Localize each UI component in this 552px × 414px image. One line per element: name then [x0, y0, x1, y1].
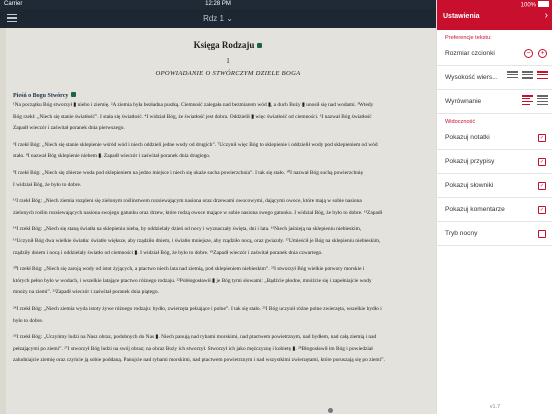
verse-line[interactable]: było to dobre.	[13, 317, 44, 324]
top-navbar	[0, 9, 436, 28]
line-height-row	[437, 66, 552, 90]
visibility-label: Widoczność	[445, 119, 476, 125]
note-icon[interactable]	[257, 43, 262, 48]
align-justify-icon[interactable]	[537, 95, 548, 106]
page-indicator	[0, 408, 436, 413]
font-size-label: Rozmiar czcionki	[445, 50, 495, 57]
verse-line[interactable]: Zapadł wieczór i zaświtał poranek dnia pierwszego.	[13, 125, 125, 132]
verse-line[interactable]: ⁶I rzekł Bóg: „Niech się stanie sklepienie wśród wód i niech oddzieli jedne wody od drugich”. ⁷Uczynił więc Bóg to sklepienie i oddzielił wody pod sklepieniem od wód	[13, 141, 378, 148]
verse-line[interactable]: ⁹I rzekł Bóg: „Niech się zbierze woda pod sklepieniem na jedno miejsce i niech się ukaże sucha powierzchnia”. I tak się stało. ¹⁰I nazwał Bóg suchą powierzchnię	[13, 169, 363, 176]
alignment-row	[437, 90, 552, 114]
text-preferences-label: Preferencje tekstu:	[445, 35, 492, 41]
verse-line[interactable]: mnoży na ziemi”. ²³Zapadł wieczór i zaświtał poranek dnia piątego.	[13, 289, 159, 296]
verse-line[interactable]: ²⁴I rzekł Bóg: „Niech ziemia wyda istoty żywe różnego rodzaju: bydło, zwierzęta pełzające i polne”. I tak się stało. ²⁵I Bóg uczynił różne polne zwierzęta, wszelkie bydło i	[13, 305, 382, 312]
line-height-medium-icon[interactable]	[522, 71, 533, 82]
settings-title: Ustawienia	[443, 13, 480, 20]
verse-line[interactable]: ²⁰I rzekł Bóg: „Niech się zaroją wody od istot żyjących, a ptactwo niech lata nad ziemią, pod sklepieniem niebieskim”. ²¹I stworzył Bóg wielkie potwory morskie i	[13, 266, 365, 273]
verse-line[interactable]: ¹⁶Uczynił Bóg dwa wielkie światła: światło większe, aby rządziło dniem, i światło mniejsze, aby rządziło nocą, oraz gwiazdy. ¹⁷Umieścił je Bóg na sklepieniu niebieskim,	[13, 237, 381, 244]
line-height-compact-icon[interactable]	[507, 71, 518, 82]
toggle-footnotes-label: Pokazuj przypisy	[445, 158, 495, 165]
carrier-label: Carrier	[4, 1, 23, 7]
verse-line[interactable]: ¹¹I rzekł Bóg: „Niech ziemia rozpleni się zielonym roślinstwem rozsiewającym nasiona oraz drzewami owocowymi, dającymi owoce, które mają w sobie nasiona	[13, 198, 362, 205]
verse-line[interactable]: ²⁶I rzekł Bóg: „Uczyńmy ludzi na Nasz obraz, podobnych do Nas ▮. Niech panują nad rybami morskimi, nad ptactwem powietrznym, nad bydłem, nad całą ziemią i nad	[13, 334, 377, 341]
line-height-label: Wysokość wiers...	[445, 74, 498, 81]
verse-line[interactable]: ¹Na początku Bóg stworzył ▮ niebo i ziemię. ²A ziemia była bezładna pustką. Ciemność zalegała nad bezmiarem wód ▮, a duch Boży ▮ unosił się nad wodami. ³Wtedy	[13, 102, 374, 108]
checkbox-checked-icon[interactable]: ✓	[539, 207, 545, 213]
settings-header	[437, 0, 552, 30]
book-title: Księga Rodzaju	[13, 40, 436, 50]
night-mode-row[interactable]	[437, 222, 552, 246]
alignment-label: Wyrównanie	[445, 98, 482, 105]
settings-panel	[436, 0, 552, 414]
increase-font-icon[interactable]: +	[538, 49, 547, 58]
checkbox-checked-icon[interactable]: ✓	[539, 135, 545, 141]
verse-line[interactable]: zaludniajcie ziemię oraz czyńcie ją sobie poddaną. Panujcie nad rybami morskimi, nad ptactwem powietrznym i nad wszystkimi zwierzętami, które poruszają się po ziemi”.	[13, 357, 385, 364]
chapter-selector[interactable]: Rdz 1 ⌄	[203, 14, 233, 23]
verse-line[interactable]: których pełno było w wodach, i wszelkie latające ptactwo różnego rodzaju. ²²Pobłogosławił ▮ je Bóg tymi słowami: „Bądźcie płodne, mnóżcie się i zapełniajcie wody	[13, 277, 372, 284]
night-mode-label: Tryb nocny	[445, 230, 478, 237]
battery-indicator: 100%	[521, 1, 549, 9]
font-size-row	[437, 42, 552, 66]
checkbox-unchecked-icon[interactable]	[538, 230, 546, 238]
toggle-dictionaries-label: Pokazuj słowniki	[445, 182, 494, 189]
line-height-wide-icon[interactable]	[537, 71, 548, 82]
toggle-comments-row[interactable]	[437, 198, 552, 222]
reader-page[interactable]	[0, 28, 436, 414]
chapter-number: 1	[226, 57, 230, 65]
toggle-dictionaries-row[interactable]	[437, 174, 552, 198]
battery-icon	[538, 1, 549, 7]
toggle-notes-row[interactable]	[437, 126, 552, 150]
verse-line[interactable]: zielonych roślin rozsiewających nasiona swojego gatunku oraz drzew, które rodzą owoce mające w sobie nasiona swego gatunku. I widział Bóg, że było to dobre. ¹³Zapadł	[13, 209, 383, 216]
checkbox-checked-icon[interactable]: ✓	[539, 159, 545, 165]
pericope-heading: OPOWIADANIE O STWÓRCZYM DZIELE BOGA	[155, 70, 301, 77]
verse-line[interactable]: rządziły dniem i nocą i oddzielały światło od ciemności ▮. I widział Bóg, że było to dobre. ¹⁹Zapadł wieczór i zaświtał poranek dnia czwartego.	[13, 249, 323, 256]
verse-line[interactable]: pełzającymi po ziemi”. ²⁷I stworzył Bóg ludzi na swój obraz; na obraz Boży ich stworzył. Stworzył ich jako mężczyznę i kobietę ▮. ²⁸Błogosławił im Bóg i powiedział	[13, 345, 373, 352]
verse-line[interactable]: stało. ⁸I nazwał Bóg sklepienie niebem ▮. Zapadł wieczór i zaświtał poranek dnia drugiego.	[13, 153, 211, 160]
toggle-comments-label: Pokazuj komentarze	[445, 206, 505, 213]
clock: 12:28 PM	[205, 1, 231, 7]
close-chevron-icon[interactable]: ›	[544, 10, 548, 21]
app-version: v1.7	[489, 404, 501, 410]
note-icon[interactable]	[71, 92, 76, 97]
checkbox-checked-icon[interactable]: ✓	[539, 183, 545, 189]
section-heading: Pieśń o Bogu Stwórcy	[13, 92, 436, 99]
toggle-footnotes-row[interactable]	[437, 150, 552, 174]
decrease-font-icon[interactable]: −	[524, 49, 533, 58]
verse-line[interactable]: ¹⁴I rzekł Bóg: „Niech się staną światła na sklepieniu nieba, by oddzielały dzień od nocy i wyznaczały święta, dni i lata. ¹⁵Niech jaśnieją na sklepieniu niebieskim,	[13, 226, 362, 233]
verse-line[interactable]: Bóg rzekł: „Niech się stanie światłość”. I stała się światłość. ⁴I widział Bóg, że światłość jest dobra. Oddzielił ▮ więc światłość od ciemności. ⁵I nazwał Bóg światłość	[13, 113, 372, 120]
verse-line[interactable]: I widział Bóg, że było to dobre.	[13, 181, 82, 188]
toggle-notes-label: Pokazuj notatki	[445, 134, 490, 141]
reader-app	[0, 9, 436, 414]
align-left-icon[interactable]	[522, 95, 533, 106]
